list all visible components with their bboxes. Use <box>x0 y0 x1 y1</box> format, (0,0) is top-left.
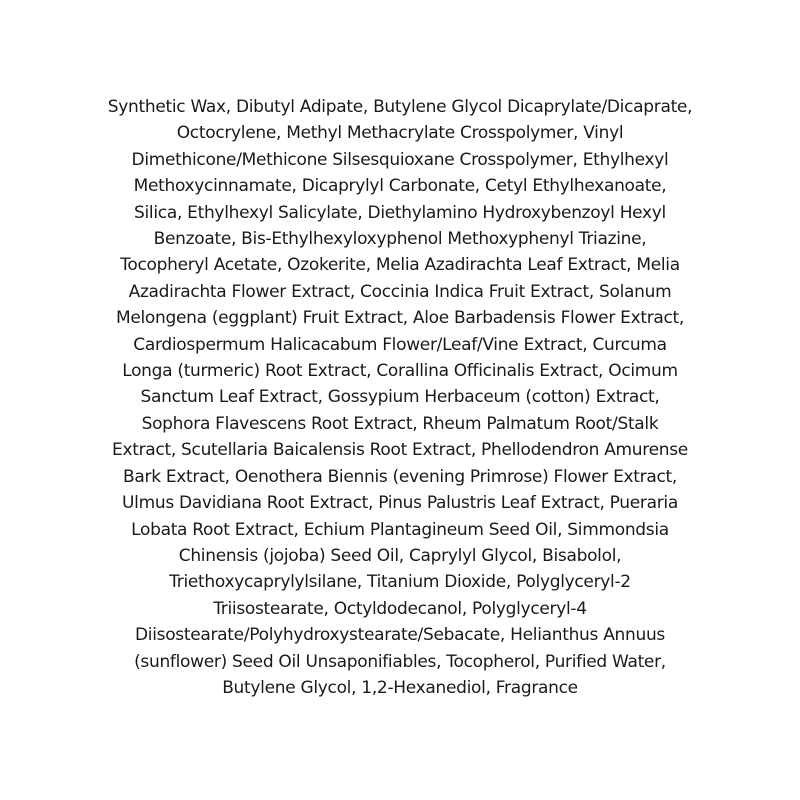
ingredient-line: Synthetic Wax, Dibutyl Adipate, Butylene Glycol Dicaprylate/Dicaprate, <box>107 97 693 117</box>
ingredient-line: Octocrylene, Methyl Methacrylate Crosspolymer, Vinyl <box>176 123 624 144</box>
ingredient-line: Tocopheryl Acetate, Ozokerite, Melia Azadirachta Leaf Extract, Melia <box>120 255 680 276</box>
ingredient-line: Lobata Root Extract, Echium Plantagineum Seed Oil, Simmondsia <box>131 519 669 540</box>
ingredient-list <box>40 94 760 701</box>
ingredient-line: Sophora Flavescens Root Extract, Rheum Palmatum Root/Stalk <box>141 413 659 434</box>
ingredient-line: Dimethicone/Methicone Silsesquioxane Crosspolymer, Ethylhexyl <box>131 149 669 170</box>
ingredient-line: Diisostearate/Polyhydroxystearate/Sebacate, Helianthus Annuus <box>135 625 665 646</box>
ingredient-line: Triethoxycaprylylsilane, Titanium Dioxide, Polyglyceryl-2 <box>169 572 631 593</box>
ingredient-line: Longa (turmeric) Root Extract, Corallina Officinalis Extract, Ocimum <box>122 361 678 382</box>
ingredient-line: Azadirachta Flower Extract, Coccinia Indica Fruit Extract, Solanum <box>128 281 672 302</box>
ingredient-line: Butylene Glycol, 1,2-Hexanediol, Fragrance <box>222 677 578 698</box>
ingredient-line: Methoxycinnamate, Dicaprylyl Carbonate, Cetyl Ethylhexanoate, <box>133 176 667 197</box>
ingredient-line: (sunflower) Seed Oil Unsaponifiables, Tocopherol, Purified Water, <box>134 651 666 672</box>
ingredient-line: Ulmus Davidiana Root Extract, Pinus Palustris Leaf Extract, Pueraria <box>122 493 678 514</box>
ingredient-line: Bark Extract, Oenothera Biennis (evening Primrose) Flower Extract, <box>123 466 677 487</box>
ingredient-line: Cardiospermum Halicacabum Flower/Leaf/Vine Extract, Curcuma <box>133 334 667 355</box>
ingredient-line: Benzoate, Bis-Ethylhexyloxyphenol Methoxyphenyl Triazine, <box>153 229 647 250</box>
ingredient-line: Sanctum Leaf Extract, Gossypium Herbaceum (cotton) Extract, <box>140 387 660 408</box>
ingredient-line: Melongena (eggplant) Fruit Extract, Aloe Barbadensis Flower Extract, <box>115 308 685 329</box>
ingredient-line: Chinensis (jojoba) Seed Oil, Caprylyl Glycol, Bisabolol, <box>178 545 622 566</box>
ingredient-line: Extract, Scutellaria Baicalensis Root Extract, Phellodendron Amurense <box>112 440 688 461</box>
ingredient-line: Silica, Ethylhexyl Salicylate, Diethylamino Hydroxybenzoyl Hexyl <box>134 202 666 223</box>
ingredient-line: Triisostearate, Octyldodecanol, Polyglyceryl-4 <box>213 598 587 619</box>
